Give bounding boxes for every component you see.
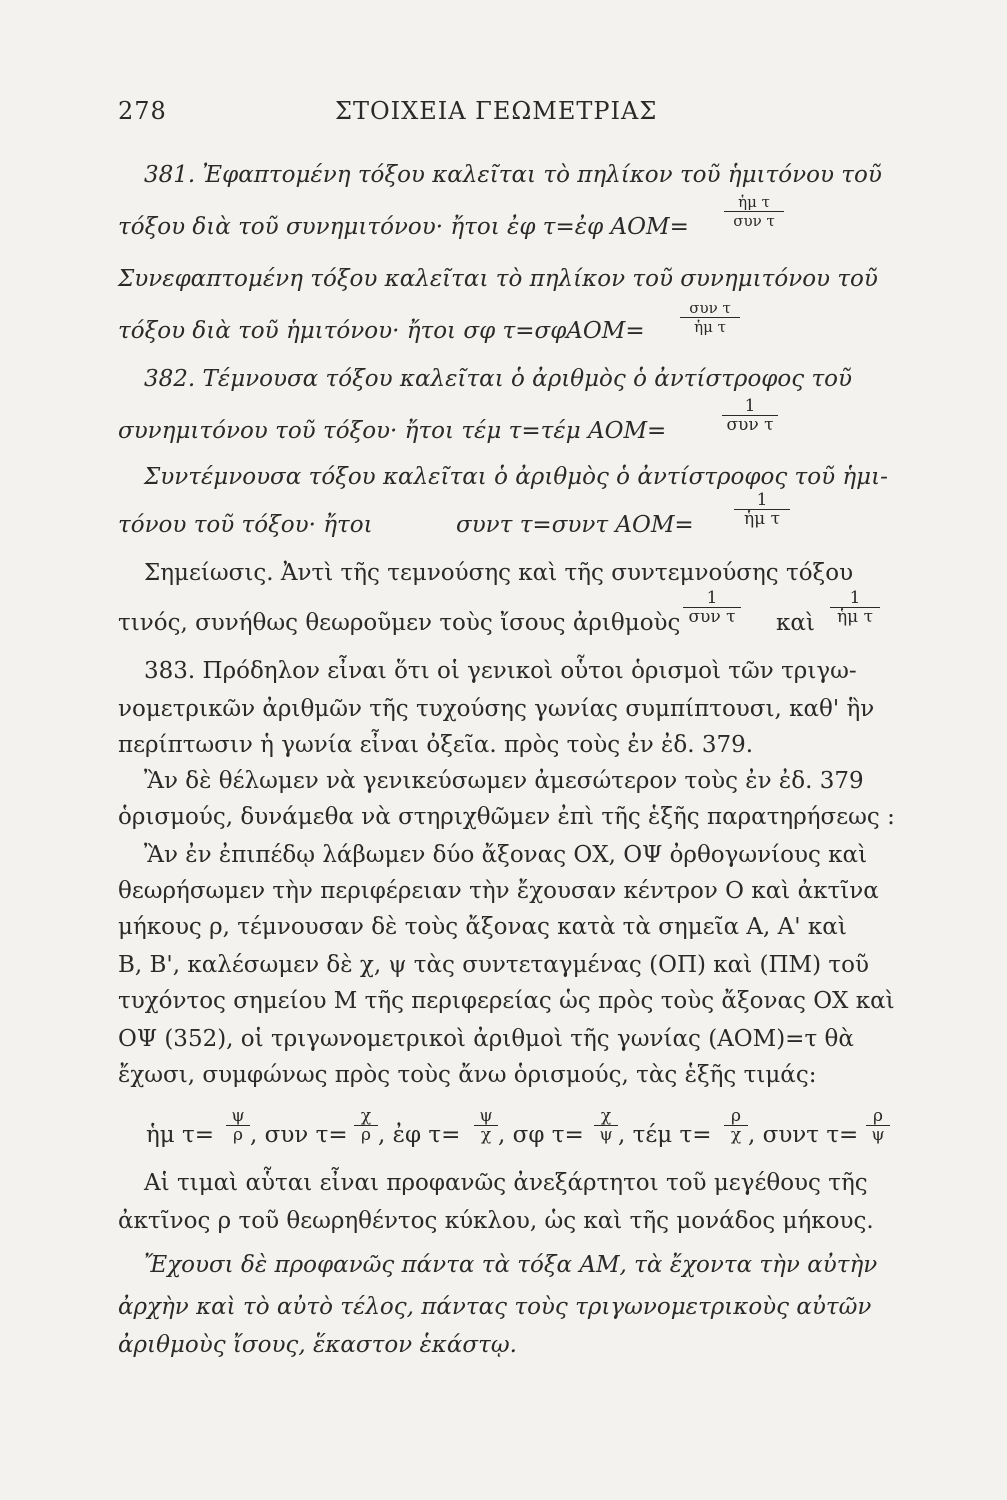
formula-sph-fraction [594, 1108, 618, 1143]
formula-hm-label: ἡμ τ= [146, 1122, 215, 1148]
fraction-numerator: 1 [849, 588, 861, 608]
line-382a: 382. Τέμνουσα τόξου καλεῖται ὁ ἀριθμὸς ὁ ἀντίστροφος τοῦ [144, 366, 852, 392]
fraction-denominator: ἡμ τ [694, 318, 726, 336]
formula-syn-fraction [354, 1108, 378, 1143]
formula-synt-fraction [866, 1108, 890, 1143]
fraction-note-1 [683, 590, 741, 625]
line-383e: ὁρισμούς, δυνάμεθα νὰ στηριχθῶμεν ἐπὶ τῆς ἑξῆς παρατηρήσεως : [118, 804, 895, 830]
line-383d: Ἂν δὲ θέλωμεν νὰ γενικεύσωμεν ἀμεσώτερον τοὺς ἐν ἐδ. 379 [144, 768, 864, 794]
line-383n: Αἱ τιμαὶ αὗται εἶναι προφανῶς ἀνεξάρτητοι τοῦ μεγέθους τῆς [144, 1170, 868, 1196]
fraction-numerator: χ [360, 1106, 372, 1126]
fraction-denominator: συν τ [726, 415, 774, 435]
line-383q: ἀρχὴν καὶ τὸ αὐτὸ τέλος, πάντας τοὺς τριγωνομετρικοὺς αὐτῶν [118, 1294, 872, 1320]
line-383k: ΟΨ (352), οἱ τριγωνομετρικοὶ ἀριθμοὶ τῆς γωνίας (ΑΟΜ)=τ θὰ [118, 1026, 854, 1052]
page-number: 278 [118, 97, 167, 125]
line-381b: τόξου διὰ τοῦ συνημιτόνου· ἤτοι ἐφ τ=ἐφ ΑΟΜ= [118, 214, 689, 240]
line-382d-b: συντ τ=συντ ΑΟΜ= [456, 512, 694, 538]
running-title: ΣΤΟΙΧΕΙΑ ΓΕΩΜΕΤΡΙΑΣ [335, 97, 658, 125]
fraction-numerator: 1 [706, 588, 718, 608]
fraction-denominator: ψ [599, 1125, 613, 1145]
fraction-denominator: συν τ [688, 607, 736, 627]
formula-eph-fraction [474, 1108, 498, 1143]
fraction-numerator: 1 [756, 490, 768, 510]
fraction-synt [734, 492, 790, 527]
fraction-sph [680, 300, 740, 335]
line-383a: 383. Πρόδηλον εἶναι ὅτι οἱ γενικοὶ οὗτοι ὁρισμοὶ τῶν τριγω- [144, 658, 857, 684]
line-383p: Ἔχουσι δὲ προφανῶς πάντα τὰ τόξα ΑΜ, τὰ ἔχοντα τὴν αὐτὴν [144, 1252, 878, 1278]
fraction-denominator: ρ [233, 1125, 243, 1145]
line-383j: τυχόντος σημείου Μ τῆς περιφερείας ὡς πρὸς τοὺς ἄξονας ΟΧ καὶ [118, 988, 895, 1014]
line-383h: μήκους ρ, τέμνουσαν δὲ τοὺς ἄξονας κατὰ τὰ σημεῖα Α, Α' καὶ [118, 914, 847, 940]
line-381c: Συνεφαπτομένη τόξου καλεῖται τὸ πηλίκον τοῦ συνημιτόνου τοῦ [118, 266, 878, 292]
formula-tem-fraction [724, 1108, 748, 1143]
line-383i: Β, Β', καλέσωμεν δὲ χ, ψ τὰς συντεταγμένας (ΟΠ) καὶ (ΠΜ) τοῦ [118, 952, 869, 978]
fraction-tem [722, 398, 778, 433]
fraction-denominator: ψ [871, 1125, 885, 1145]
line-383c: περίπτωσιν ἡ γωνία εἶναι ὀξεῖα. πρὸς τοὺς ἐν ἐδ. 379. [118, 732, 754, 758]
fraction-numerator: ψ [231, 1106, 245, 1126]
formula-synt-label: , συντ τ= [748, 1122, 859, 1148]
formula-tem-label: , τέμ τ= [618, 1122, 712, 1148]
line-383r: ἀριθμοὺς ἴσους, ἕκαστον ἑκάστῳ. [118, 1332, 517, 1358]
fraction-numerator: ρ [731, 1106, 741, 1126]
fraction-numerator: χ [600, 1106, 612, 1126]
formula-hm-fraction [226, 1108, 250, 1143]
line-382f-b: καὶ [776, 610, 815, 636]
fraction-numerator: ρ [873, 1106, 883, 1126]
fraction-numerator: 1 [744, 396, 756, 416]
fraction-denominator: ἡμ τ [743, 509, 781, 529]
fraction-denominator: συν τ [733, 212, 775, 230]
line-381d: τόξου διὰ τοῦ ἡμιτόνου· ἤτοι σφ τ=σφΑΟΜ= [118, 318, 645, 344]
fraction-denominator: χ [480, 1125, 492, 1145]
line-382c: Συντέμνουσα τόξου καλεῖται ὁ ἀριθμὸς ὁ ἀντίστροφος τοῦ ἡμι- [144, 464, 888, 490]
fraction-numerator: ψ [479, 1106, 493, 1126]
fraction-numerator: συν τ [689, 299, 731, 317]
line-381a: 381. Ἐφαπτομένη τόξου καλεῖται τὸ πηλίκον τοῦ ἡμιτόνου τοῦ [144, 162, 882, 188]
formula-syn-label: , συν τ= [250, 1122, 348, 1148]
line-382d-a: τόνου τοῦ τόξου· ἤτοι [118, 512, 373, 538]
fraction-eph [724, 194, 784, 229]
line-383l: ἔχωσι, συμφώνως πρὸς τοὺς ἄνω ὁρισμούς, τὰς ἑξῆς τιμάς: [118, 1062, 817, 1088]
line-382e: Σημείωσις. Ἀντὶ τῆς τεμνούσης καὶ τῆς συντεμνούσης τόξου [144, 560, 854, 586]
fraction-note-2 [830, 590, 880, 625]
fraction-denominator: ρ [361, 1125, 371, 1145]
line-383f: Ἂν ἐν ἐπιπέδῳ λάβωμεν δύο ἄξονας ΟΧ, ΟΨ ὀρθογωνίους καὶ [144, 842, 868, 868]
line-383o: ἀκτῖνος ρ τοῦ θεωρηθέντος κύκλου, ὡς καὶ τῆς μονάδος μήκους. [118, 1208, 874, 1234]
fraction-denominator: ἡμ τ [836, 607, 874, 627]
line-382b: συνημιτόνου τοῦ τόξου· ἤτοι τέμ τ=τέμ ΑΟΜ= [118, 418, 667, 444]
fraction-denominator: χ [730, 1125, 742, 1145]
line-383g: θεωρήσωμεν τὴν περιφέρειαν τὴν ἔχουσαν κέντρον Ο καὶ ἀκτῖνα [118, 878, 879, 904]
line-382f-a: τινός, συνήθως θεωροῦμεν τοὺς ἴσους ἀριθμοὺς [118, 610, 681, 636]
fraction-numerator: ἡμ τ [738, 193, 770, 211]
formula-eph-label: , ἐφ τ= [378, 1122, 461, 1148]
line-383b: νομετρικῶν ἀριθμῶν τῆς τυχούσης γωνίας συμπίπτουσι, καθ' ἣν [118, 696, 875, 722]
formula-sph-label: , σφ τ= [498, 1122, 584, 1148]
